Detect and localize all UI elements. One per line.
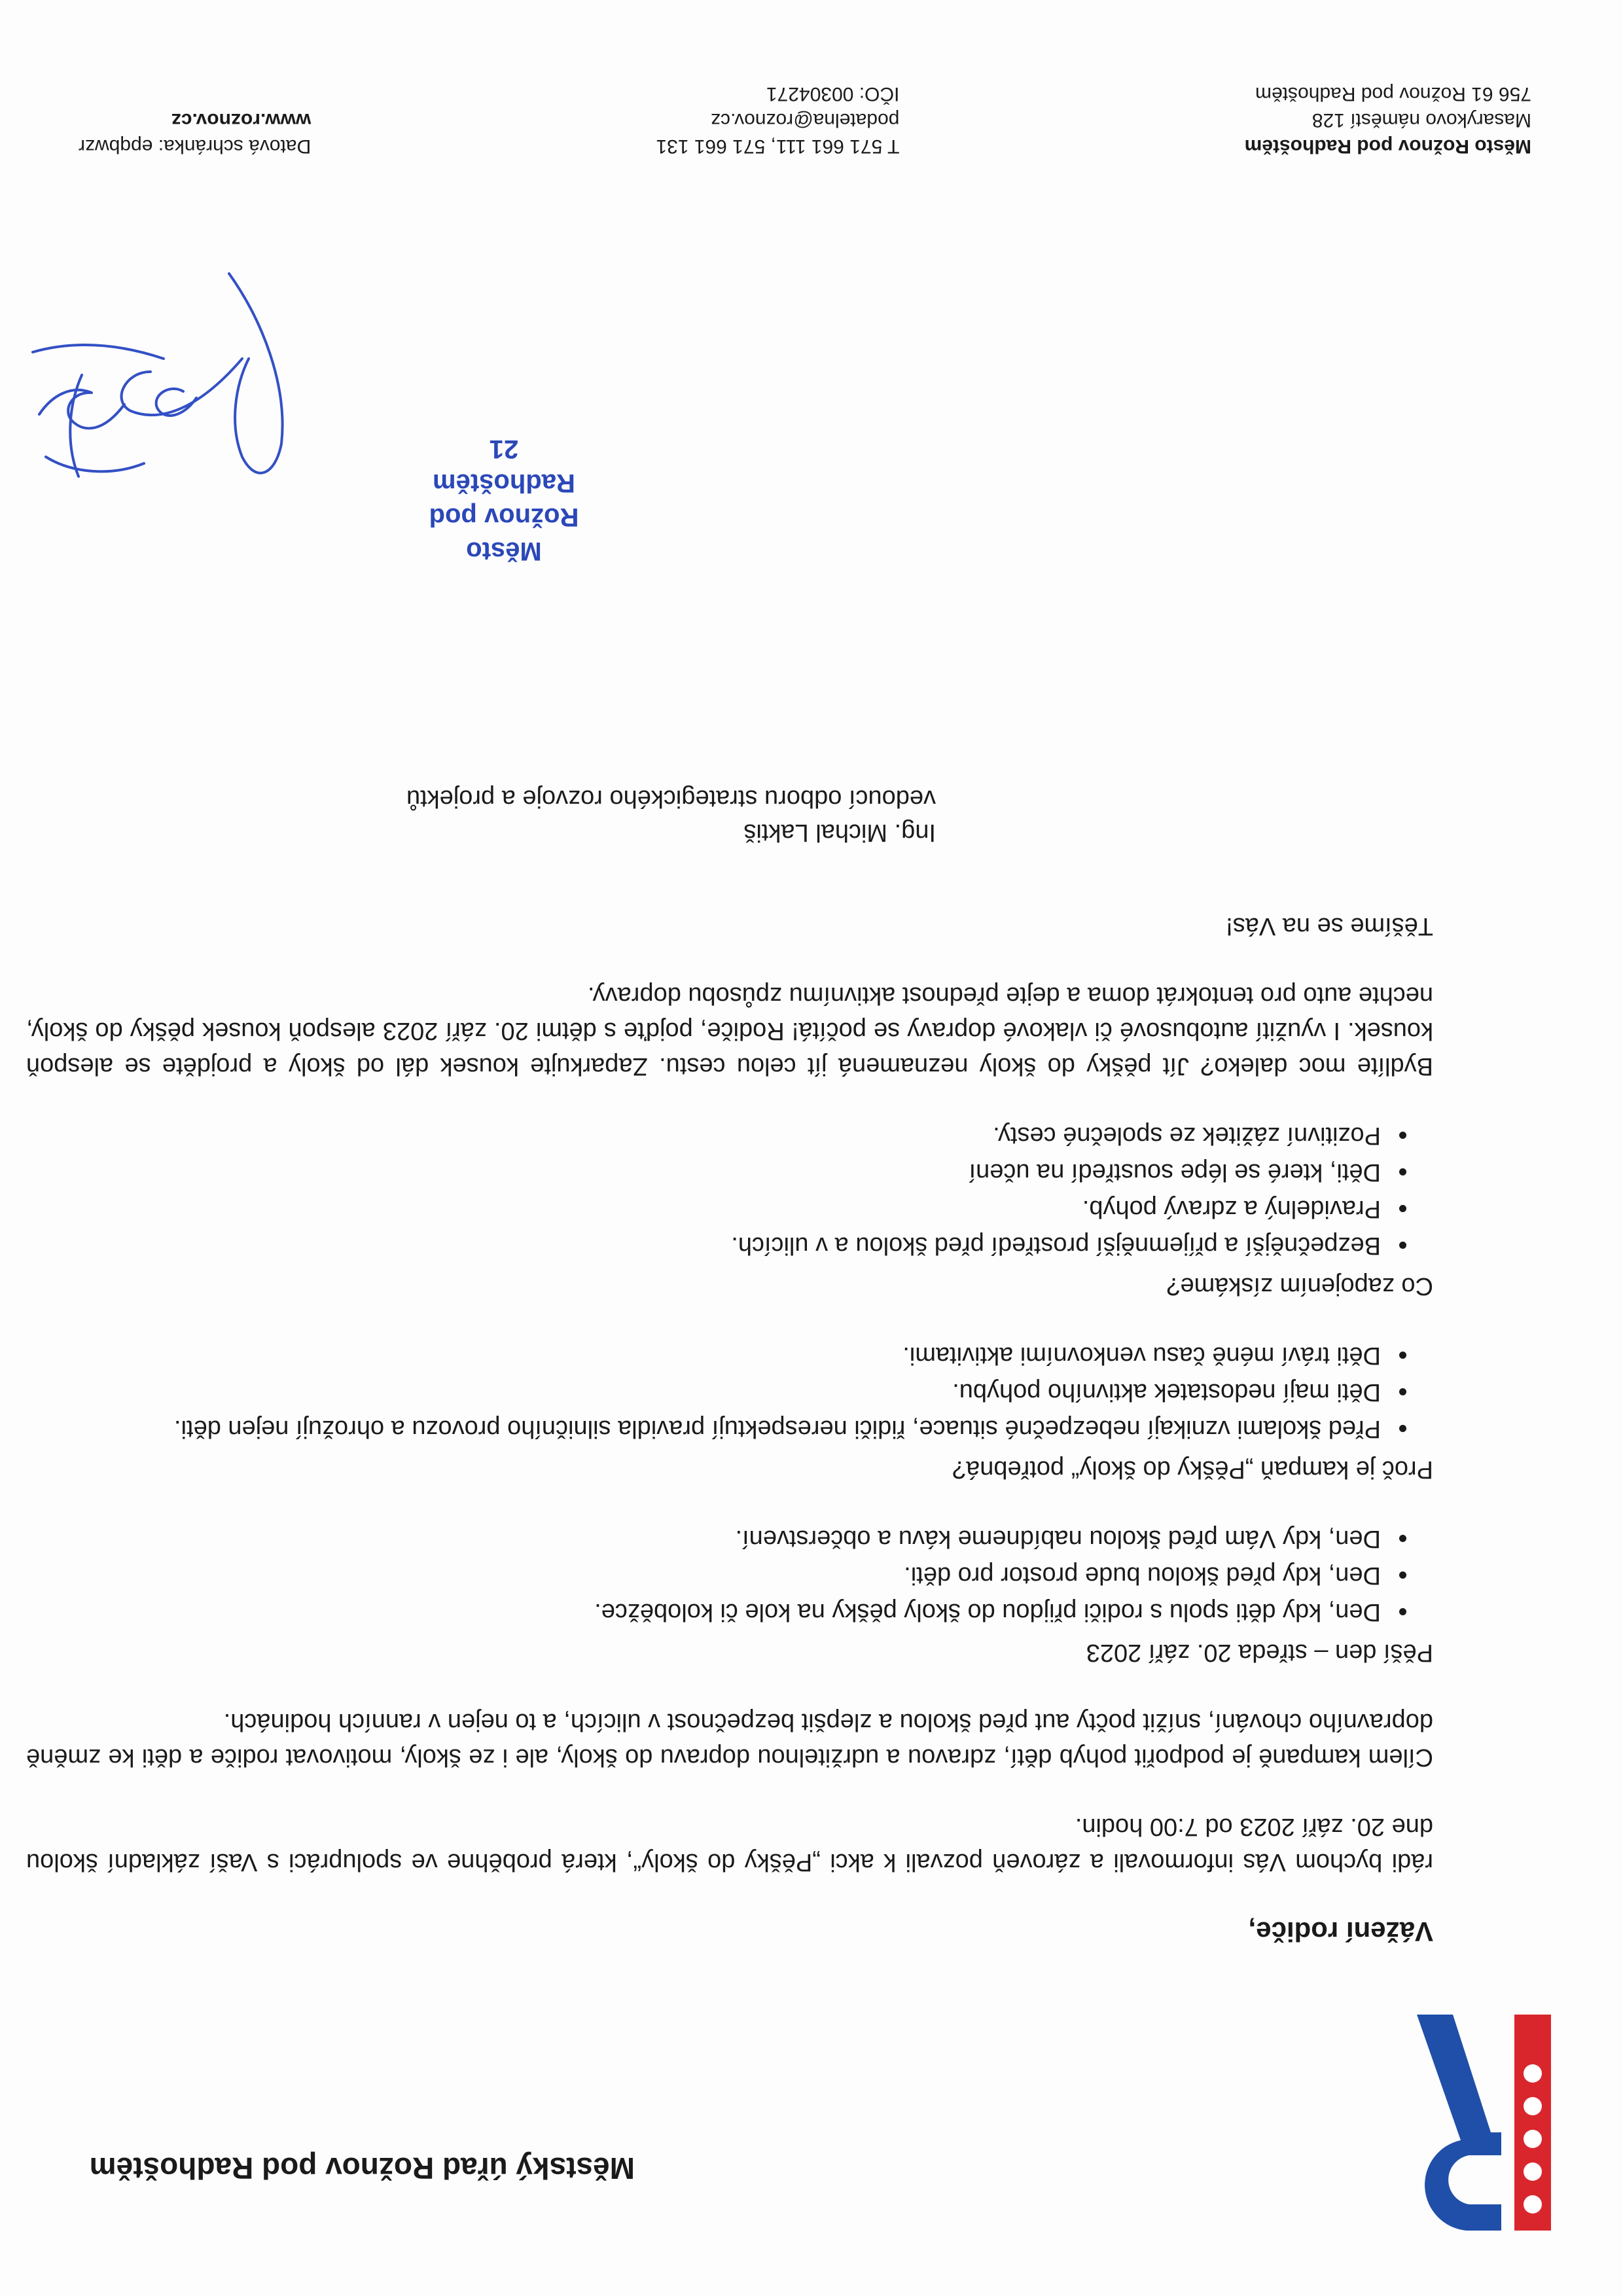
- list-item: • Děti mají nedostatek aktivního pohybu.: [26, 1374, 1387, 1410]
- footer-org-name: Město Rožnov pod Radhoštěm: [1244, 135, 1531, 157]
- list-item: • Den, kdy Vám před školou nabídneme kávu a občerstvení.: [26, 1521, 1387, 1556]
- gain-heading: Co zapojením získáme?: [1166, 1272, 1433, 1300]
- footer-email[interactable]: podatelna@roznov.cz: [711, 109, 900, 131]
- handwritten-signature: [20, 254, 360, 555]
- stamp-line-1: Město: [466, 537, 542, 565]
- list-item: • Děti tráví méně času venkovními aktivitami.: [26, 1338, 1387, 1373]
- list-item: • Bezpečnější a příjemnější prostředí před školou a v ulicích.: [26, 1228, 1387, 1263]
- list-item: • Den, kdy děti spolu s rodiči přijdou do školy pěšky na kole či koloběžce.: [26, 1594, 1387, 1630]
- signatory-title: vedoucí odboru strategického rozvoje a projektů: [406, 785, 936, 812]
- closing-line: Těšíme se na Vás!: [1226, 912, 1433, 940]
- letter-body: [26, 781, 1433, 1949]
- why-list: [26, 1338, 1433, 1446]
- far-away-paragraph: Bydlíte moc daleko? Jít pěšky do školy neznamená jít celou cestu. Zaparkujte kousek dál od školy a projděte se alespoň kousek. I využití autobusové či vlakové dopravy se počítá! Rodiče, pojďte s dětmi 20. září 2023 alespoň kousek pěšky do školy, nechte auto pro tentokrát doma a dejte přednost aktivnímu způsobu dopravy.: [26, 982, 1433, 1080]
- intro-paragraph: rádi bychom Vás informovali a zároveň pozvali k akci „Pěšky do školy“, která proběhne ve spolupráci s Vaší základní školou dne 20. září 2023 od 7:00 hodin.: [26, 1813, 1433, 1876]
- footer-online: [79, 81, 311, 159]
- footer-address: [1245, 81, 1531, 159]
- signatory-block: [26, 781, 936, 850]
- stamp-line-3: 21: [489, 435, 519, 463]
- footer-phone: T 571 661 111, 571 661 131: [656, 135, 900, 157]
- list-item: • Před školami vznikají nebezpečné situace, řidiči nerespektují pravidla silničního provozu a ohrožují nejen děti.: [26, 1411, 1387, 1446]
- signatory-name: Ing. Michal Laktiš: [743, 819, 936, 846]
- footer-city: 756 61 Rožnov pod Radhoštěm: [1255, 83, 1531, 105]
- footer-contacts: [656, 81, 899, 159]
- footer-ico: IČO: 00304271: [766, 83, 900, 105]
- gain-list: [26, 1118, 1433, 1263]
- official-stamp: [380, 432, 628, 568]
- day-heading: Pěší den – středa 20. září 2023: [1086, 1639, 1433, 1666]
- list-item: • Pozitivní zážitek ze společné cesty.: [26, 1118, 1387, 1153]
- why-heading: Proč je kampaň „Pěšky do školy“ potřebná?: [952, 1456, 1433, 1483]
- footer-data-box: Datová schránka: epqbwzr: [79, 135, 312, 157]
- list-item: • Den, kdy před školou bude prostor pro děti.: [26, 1558, 1387, 1593]
- letter-footer: [79, 81, 1531, 159]
- office-name: Městský úřad Rožnov pod Radhoštěm: [89, 2151, 635, 2185]
- stamp-line-2: Rožnov pod Radhoštěm: [429, 469, 579, 531]
- footer-street: Masarykovo náměstí 128: [1311, 109, 1531, 131]
- footer-website[interactable]: www.roznov.cz: [171, 109, 312, 131]
- list-item: • Děti, které se lépe soustředí na učení: [26, 1155, 1387, 1190]
- salutation: Vážení rodiče,: [1248, 1916, 1433, 1947]
- day-list: [26, 1521, 1433, 1630]
- roznov-logo: [1414, 2015, 1551, 2231]
- list-item: • Pravidelný a zdravý pohyb.: [26, 1191, 1387, 1227]
- goal-paragraph: Cílem kampaně je podpořit pohyb dětí, zdravou a udržitelnou dopravu do školy, ale i ze školy, motivovat rodiče a děti ke změně dopravního chování, snížit počty aut před školou a zlepšit bezpečnost v ulicích, a to nejen v ranních hodinách.: [26, 1708, 1433, 1771]
